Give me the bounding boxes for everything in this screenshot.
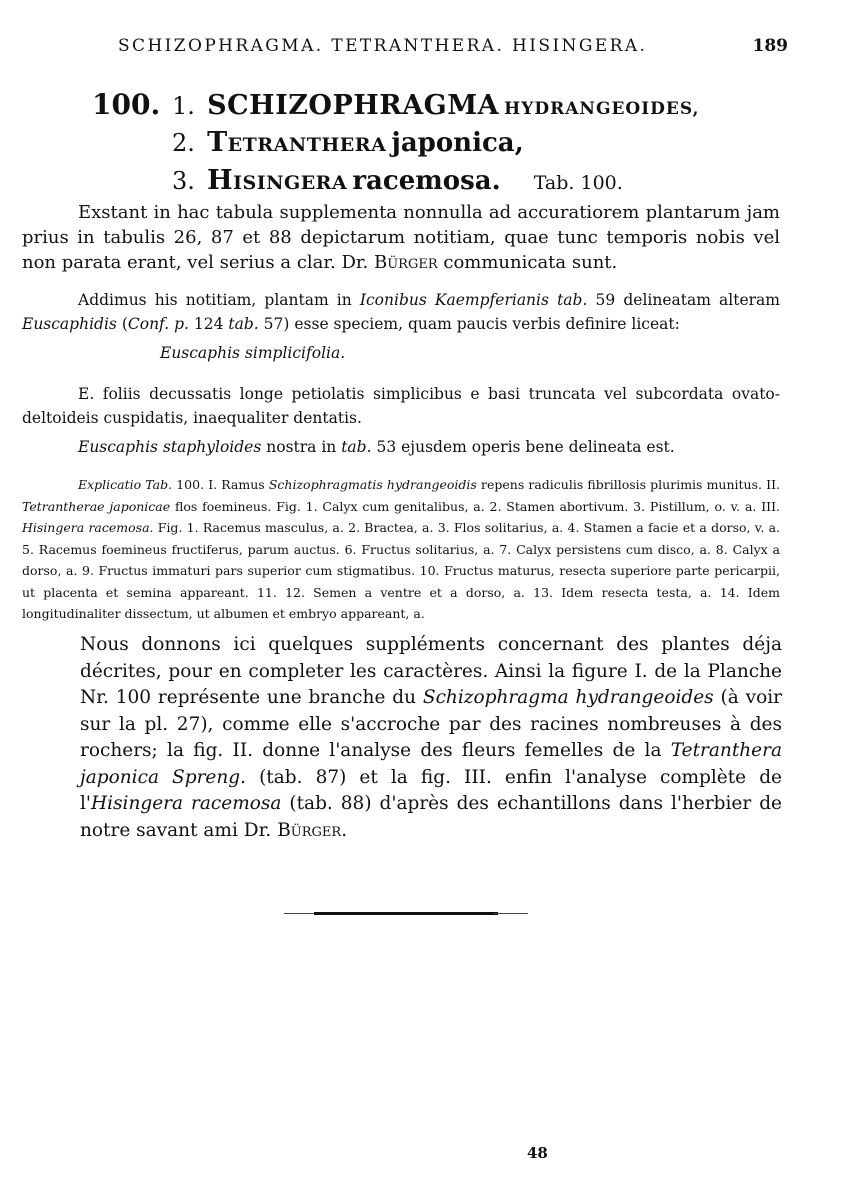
entry-number: 100. [92,88,161,121]
entry-line-2 [92,124,792,162]
entry-index: 1. [172,92,195,120]
entry-heading [92,86,792,200]
entry-index: 2. [172,129,195,157]
genus-name: Hisingera [207,165,348,196]
author-name: Bürger [374,252,438,273]
plate-explanation: Explicatio Tab. 100. I. Ramus Schizophragmatis hydrangeoidis repens radiculis fibrillosis plurimis munitus. II. Tetrantherae japonicae flos foemineus. Fig. 1. Calyx cum genitalibus, a. 2. Stamen abortivum. 3. Pistillum, o. v. a. III. Hisingera racemosa. Fig. 1. Racemus masculus, a. 2. Bractea, a. 3. Flos solitarius, a. 4. Stamen a facie et a dorso, v. a. 5. Racemus foemineus fructiferus, parum auctus. 6. Fructus solitarius, a. 7. Calyx persistens cum disco, a. 8. Calyx a dorso, a. 9. Fructus immaturi pars superior cum stigmatibus. 10. Fructus maturus, resecta superiore parte pericarpii, ut placenta et semina appareant. 11. 12. Semen a ventre et a dorso, a. 13. Idem resecta testa, a. 14. Idem longitudinaliter dissectum, ut albumen et embryo appareant, a. [22,477,780,621]
species-heading: Euscaphis simplicifolia. [160,344,346,362]
running-title: SCHIZOPHRAGMA. TETRANTHERA. HISINGERA. [118,36,648,56]
remark-paragraph: Euscaphis staphyloides nostra in tab. 53 ejusdem operis bene delineata est. [78,438,675,456]
genus-name: SCHIZOPHRAGMA [207,90,500,121]
species-epithet: racemosa. [352,166,501,196]
running-head [118,36,788,60]
section-divider [284,912,528,915]
entry-line-3 [92,162,792,200]
signature-mark: 48 [527,1144,548,1162]
page-number: 189 [752,36,788,56]
species-epithet: japonica, [391,128,524,158]
latin-paragraph-1: Exstant in hac tabula supplementa nonnulla ad accuratiorem plantarum jam prius in tabulis 26, 87 et 88 depictarum notitiam, quae tunc temporis nobis vel non parata erant, vel serius a clar. Dr. Bürger communicata sunt. [22,202,780,273]
species-epithet: HYDRANGEOIDES, [504,99,700,119]
diagnosis-paragraph: E. foliis decussatis longe petiolatis simplicibus e basi truncata vel subcordata ovato-deltoideis cuspidatis, inaequaliter dentatis. [22,385,780,427]
entry-index: 3. [172,167,195,195]
tab-reference: Tab. 100. [533,172,623,194]
author-name: Bürger [277,819,342,841]
entry-line-1 [92,86,792,124]
latin-paragraph-2: Addimus his notitiam, plantam in Iconibus Kaempferianis tab. 59 delineatam alteram Euscaphidis (Conf. p. 124 tab. 57) esse speciem, quam paucis verbis definire liceat: [22,291,780,333]
genus-name: Tetranthera [207,127,387,158]
french-paragraph: Nous donnons ici quelques suppléments concernant des plantes déja décrites, pour en completer les caractères. Ainsi la figure I. de la Planche Nr. 100 représente une branche du Schizophragma hydrangeoides (à voir sur la pl. 27), comme elle s'accroche par des racines nombreuses à des rochers; la fig. II. donne l'analyse des fleurs femelles de la Tetranthera japonica Spreng. (tab. 87) et la fig. III. enfin l'analyse complète de l'Hisingera racemosa (tab. 88) d'après des echantillons dans l'herbier de notre savant ami Dr. Bürger. [80,634,782,841]
